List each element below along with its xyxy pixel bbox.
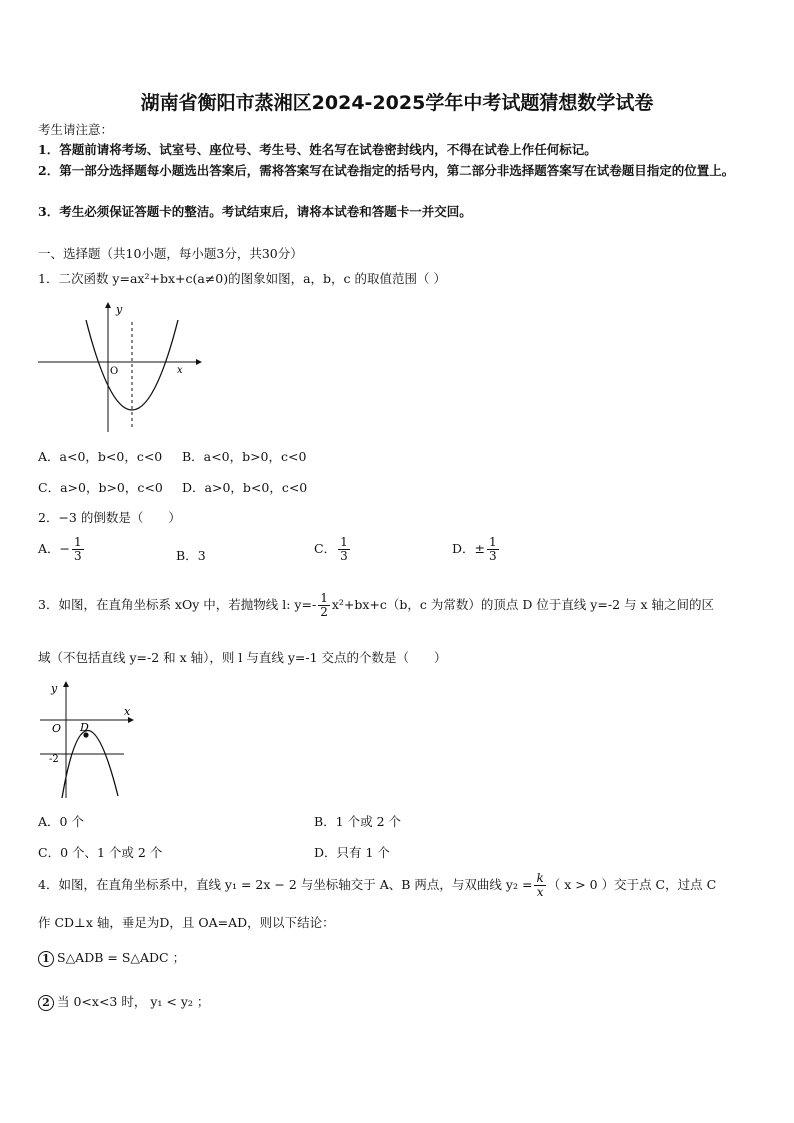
q2-option-c-label: C． xyxy=(314,541,337,556)
q2-option-c-num: 1 xyxy=(340,535,348,549)
q4-conclusion-1 xyxy=(38,950,185,967)
notice-item-2: 2．第一部分选择题每小题选出答案后，需将答案写在试卷指定的括号内，第二部分非选择题答案写在试卷题目指定的位置上。 xyxy=(38,163,735,178)
q4-conclusion-2 xyxy=(38,994,209,1011)
q4-conclusion-2-text: 当 0<x<3 时， y₁ < y₂ ； xyxy=(57,994,210,1009)
q2-option-a-sign: − xyxy=(59,541,71,556)
q2-option-d-label: D． xyxy=(452,541,475,556)
page-title: 湖南省衡阳市蒸湘区2024-2025学年中考试题猜想数学试卷 xyxy=(140,92,654,114)
q2-option-a-label: A． xyxy=(38,541,60,556)
q2-stem: 2．−3 的倒数是（ ） xyxy=(38,510,181,525)
q2-option-d-num: 1 xyxy=(489,535,497,549)
q4-frac-num: k xyxy=(536,871,544,885)
q4-conclusion-1-text: S△ADB = S△ADC ； xyxy=(57,950,186,965)
q1-origin-label: O xyxy=(110,366,119,377)
q3-option-d: D．只有 1 个 xyxy=(314,845,390,860)
notice-item-1: 1．答题前请将考场、试室号、座位号、考生号、姓名写在试卷密封线内，不得在试卷上作任何标记。 xyxy=(38,142,597,157)
q3-stem-line-2: 域（不包括直线 y=-2 和 x 轴），则 l 与直线 y=-1 交点的个数是（ ） xyxy=(38,650,447,665)
q2-option-b-label: B． xyxy=(176,548,198,563)
q3-fraction xyxy=(318,592,330,619)
q1-parabola-figure xyxy=(36,300,206,435)
q3-frac-den: 2 xyxy=(320,605,328,619)
q2-option-a-den: 3 xyxy=(74,549,82,563)
q4-stem-line-1 xyxy=(38,872,716,899)
q1-x-label: x xyxy=(177,365,183,376)
q3-stem-b: x²+bx+c（b，c 为常数）的顶点 D 位于直线 y=-2 与 x 轴之间的区 xyxy=(331,597,714,612)
q4-fraction xyxy=(534,872,545,899)
q2-option-c-fraction xyxy=(338,536,350,563)
q3-stem-a: 3．如图，在直角坐标系 xOy 中，若抛物线 l: y=- xyxy=(38,597,317,612)
q1-x-arrow xyxy=(196,359,202,365)
q1-y-label: y xyxy=(116,303,123,316)
q2-option-b xyxy=(176,546,206,564)
q2-option-a-num: 1 xyxy=(74,535,82,549)
q3-option-b: B．1 个或 2 个 xyxy=(314,814,402,829)
q2-option-a-fraction xyxy=(72,536,84,563)
notice-item-3: 3．考生必须保证答题卡的整洁。考试结束后，请将本试卷和答题卡一并交回。 xyxy=(38,204,472,219)
q1-option-c: C．a>0，b>0，c<0 xyxy=(38,480,163,495)
q4-stem-a: 4．如图，在直角坐标系中，直线 y₁ = 2x − 2 与坐标轴交于 A、B 两点，与双曲线 y₂ = xyxy=(38,877,533,892)
q2-option-c-den: 3 xyxy=(340,549,348,563)
q1-option-d: D．a>0，b<0，c<0 xyxy=(182,480,308,495)
q2-option-d xyxy=(452,536,501,563)
q1-option-b: B．a<0，b>0，c<0 xyxy=(182,449,307,464)
q3-stem-line-1 xyxy=(38,592,714,619)
q4-conclusion-1-marker: 1 xyxy=(38,951,54,967)
q2-option-d-fraction xyxy=(487,536,499,563)
q2-option-d-sign: ± xyxy=(474,541,486,556)
q4-frac-den: x xyxy=(536,885,544,899)
q3-frac-num: 1 xyxy=(320,591,328,605)
q1-y-arrow xyxy=(105,302,111,308)
q3-parabola-curve xyxy=(62,730,118,798)
section-heading: 一、选择题（共10小题，每小题3分，共30分） xyxy=(38,246,303,261)
q3-line-label: -2 xyxy=(49,754,59,765)
notice-heading: 考生请注意： xyxy=(38,122,114,137)
q3-x-label: x xyxy=(124,705,131,718)
q2-option-b-value: 3 xyxy=(197,548,206,563)
q3-y-label: y xyxy=(51,682,58,695)
q3-y-arrow xyxy=(63,681,69,687)
q1-option-a: A．a<0，b<0，c<0 xyxy=(38,449,163,464)
q1-stem: 1．二次函数 y=ax²+bx+c(a≠0)的图象如图，a，b，c 的取值范围（ ） xyxy=(38,271,447,286)
q3-origin-label: O xyxy=(52,722,62,735)
q3-vertex-label: D xyxy=(80,721,89,734)
q2-option-c xyxy=(314,536,352,563)
q4-stem-b: （ x > 0 ）交于点 C，过点 C xyxy=(547,877,717,892)
q3-parabola-figure xyxy=(40,680,140,800)
q3-option-c: C．0 个、1 个或 2 个 xyxy=(38,845,163,860)
q2-option-a xyxy=(38,536,86,563)
q4-conclusion-2-marker: 2 xyxy=(38,995,54,1011)
q3-option-a: A．0 个 xyxy=(38,814,84,829)
q2-option-d-den: 3 xyxy=(489,549,497,563)
q4-stem-line-2: 作 CD⊥x 轴，垂足为D，且 OA=AD，则以下结论： xyxy=(38,915,335,930)
